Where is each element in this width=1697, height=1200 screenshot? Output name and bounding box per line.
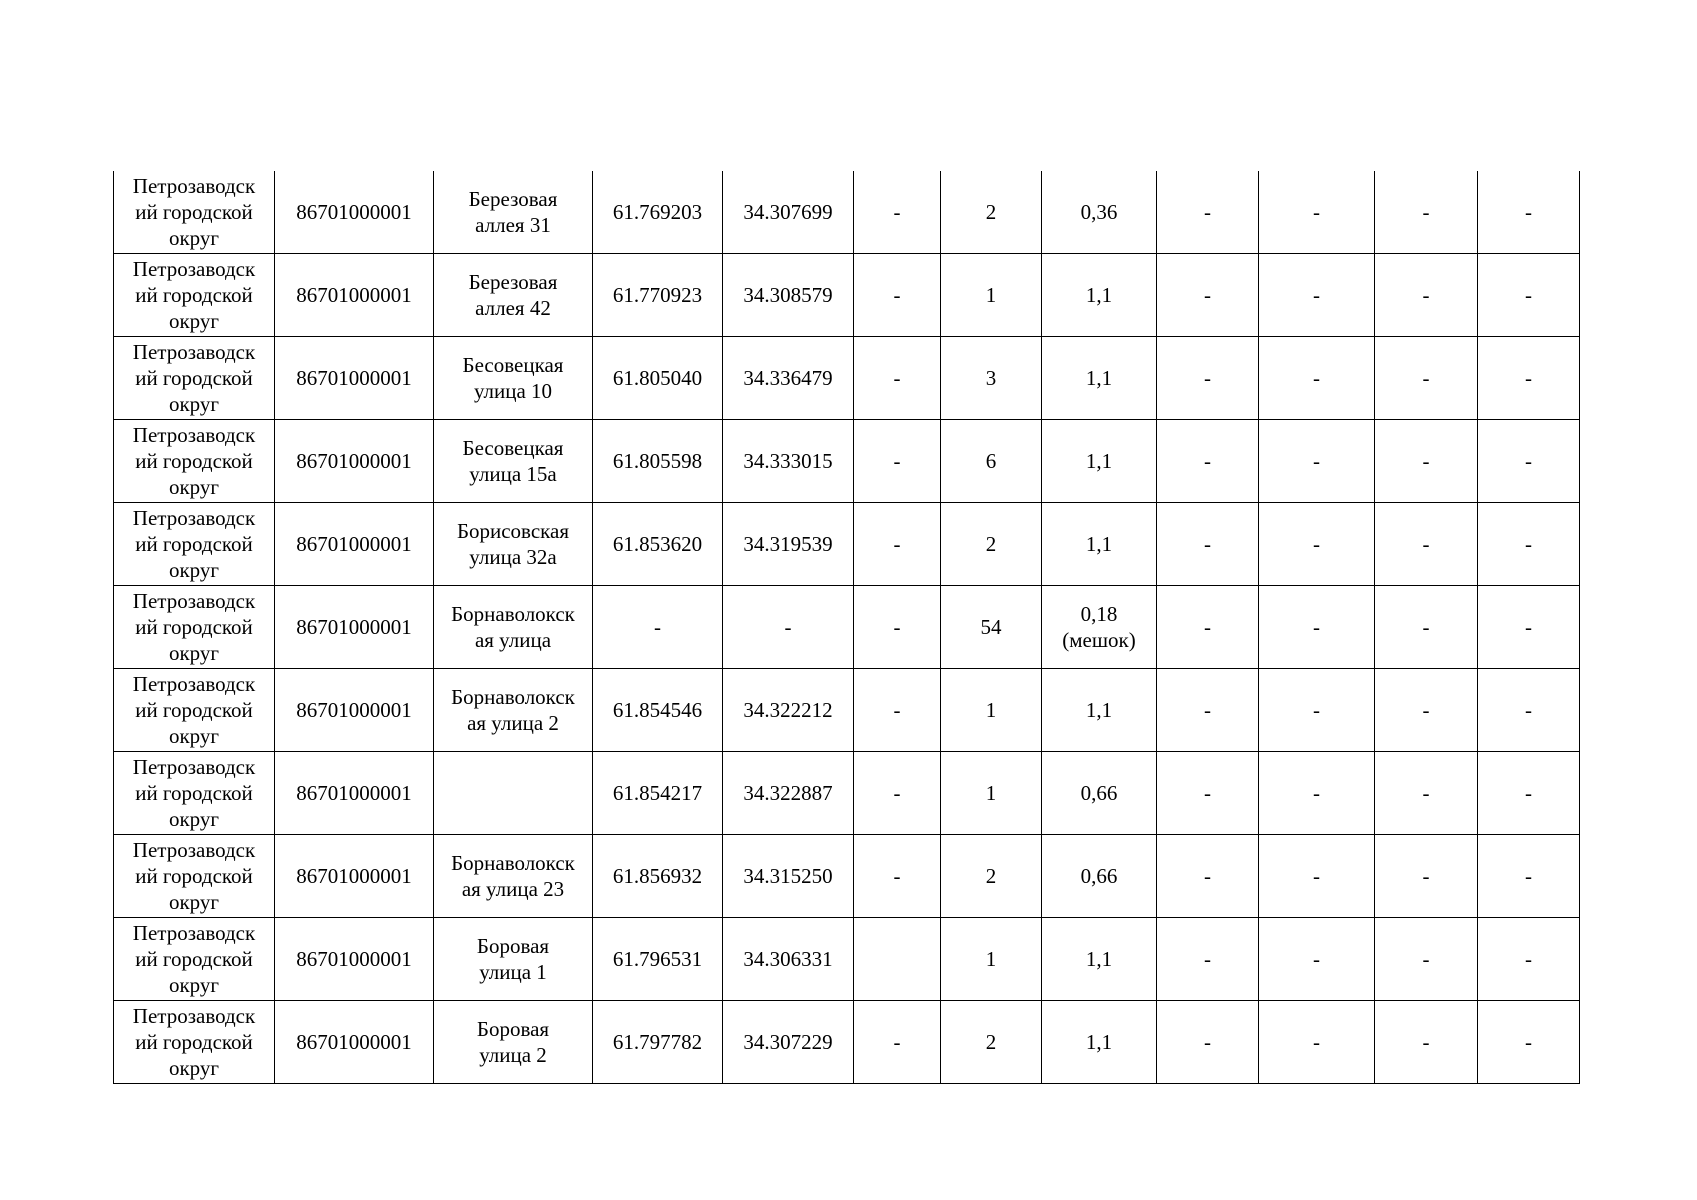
longitude-cell: 34.307229 xyxy=(723,1001,854,1084)
table-row xyxy=(114,752,1580,835)
container-volume-cell: 1,1 xyxy=(1042,918,1157,1001)
address-cell: Борисовская улица 32а xyxy=(434,503,593,586)
address-cell: Борнаволокск ая улица 2 xyxy=(434,669,593,752)
column-10-cell: - xyxy=(1259,420,1375,503)
district-cell: Петрозаводск ий городской округ xyxy=(114,669,275,752)
container-count-cell: 1 xyxy=(941,254,1042,337)
column-11-cell: - xyxy=(1375,420,1478,503)
surface-type-cell: - xyxy=(854,171,941,254)
latitude-cell: 61.797782 xyxy=(593,1001,723,1084)
surface-type-cell: - xyxy=(854,1001,941,1084)
longitude-cell: 34.315250 xyxy=(723,835,854,918)
column-12-cell: - xyxy=(1478,420,1580,503)
container-volume-cell: 0,36 xyxy=(1042,171,1157,254)
address-cell xyxy=(434,752,593,835)
address-cell: Бесовецкая улица 15а xyxy=(434,420,593,503)
address-cell: Березовая аллея 42 xyxy=(434,254,593,337)
column-10-cell: - xyxy=(1259,586,1375,669)
longitude-cell: - xyxy=(723,586,854,669)
surface-type-cell: - xyxy=(854,586,941,669)
column-9-cell: - xyxy=(1157,586,1259,669)
column-11-cell: - xyxy=(1375,835,1478,918)
longitude-cell: 34.322212 xyxy=(723,669,854,752)
district-cell: Петрозаводск ий городской округ xyxy=(114,752,275,835)
oktmo-code-cell: 86701000001 xyxy=(275,835,434,918)
column-12-cell: - xyxy=(1478,918,1580,1001)
latitude-cell: 61.854217 xyxy=(593,752,723,835)
latitude-cell: 61.805040 xyxy=(593,337,723,420)
longitude-cell: 34.306331 xyxy=(723,918,854,1001)
column-12-cell: - xyxy=(1478,503,1580,586)
longitude-cell: 34.336479 xyxy=(723,337,854,420)
column-9-cell: - xyxy=(1157,337,1259,420)
column-12-cell: - xyxy=(1478,586,1580,669)
column-12-cell: - xyxy=(1478,752,1580,835)
address-cell: Борнаволокск ая улица 23 xyxy=(434,835,593,918)
column-11-cell: - xyxy=(1375,503,1478,586)
column-9-cell: - xyxy=(1157,752,1259,835)
column-12-cell: - xyxy=(1478,337,1580,420)
column-11-cell: - xyxy=(1375,337,1478,420)
container-volume-cell: 0,18 (мешок) xyxy=(1042,586,1157,669)
container-volume-cell: 1,1 xyxy=(1042,254,1157,337)
column-12-cell: - xyxy=(1478,171,1580,254)
container-count-cell: 1 xyxy=(941,918,1042,1001)
district-cell: Петрозаводск ий городской округ xyxy=(114,420,275,503)
container-count-cell: 6 xyxy=(941,420,1042,503)
column-12-cell: - xyxy=(1478,669,1580,752)
column-11-cell: - xyxy=(1375,918,1478,1001)
oktmo-code-cell: 86701000001 xyxy=(275,669,434,752)
column-10-cell: - xyxy=(1259,918,1375,1001)
latitude-cell: 61.854546 xyxy=(593,669,723,752)
latitude-cell: - xyxy=(593,586,723,669)
column-10-cell: - xyxy=(1259,1001,1375,1084)
table-row xyxy=(114,669,1580,752)
column-10-cell: - xyxy=(1259,835,1375,918)
container-volume-cell: 1,1 xyxy=(1042,669,1157,752)
column-12-cell: - xyxy=(1478,1001,1580,1084)
surface-type-cell: - xyxy=(854,503,941,586)
column-9-cell: - xyxy=(1157,503,1259,586)
district-cell: Петрозаводск ий городской округ xyxy=(114,1001,275,1084)
longitude-cell: 34.308579 xyxy=(723,254,854,337)
latitude-cell: 61.805598 xyxy=(593,420,723,503)
address-cell: Борнаволокск ая улица xyxy=(434,586,593,669)
surface-type-cell: - xyxy=(854,669,941,752)
column-9-cell: - xyxy=(1157,669,1259,752)
container-volume-cell: 0,66 xyxy=(1042,752,1157,835)
column-9-cell: - xyxy=(1157,918,1259,1001)
table-row xyxy=(114,835,1580,918)
oktmo-code-cell: 86701000001 xyxy=(275,503,434,586)
oktmo-code-cell: 86701000001 xyxy=(275,1001,434,1084)
oktmo-code-cell: 86701000001 xyxy=(275,420,434,503)
container-volume-cell: 0,66 xyxy=(1042,835,1157,918)
container-count-cell: 1 xyxy=(941,752,1042,835)
address-cell: Бесовецкая улица 10 xyxy=(434,337,593,420)
column-10-cell: - xyxy=(1259,752,1375,835)
latitude-cell: 61.770923 xyxy=(593,254,723,337)
surface-type-cell: - xyxy=(854,420,941,503)
column-11-cell: - xyxy=(1375,752,1478,835)
column-9-cell: - xyxy=(1157,835,1259,918)
oktmo-code-cell: 86701000001 xyxy=(275,752,434,835)
longitude-cell: 34.333015 xyxy=(723,420,854,503)
oktmo-code-cell: 86701000001 xyxy=(275,586,434,669)
container-count-cell: 2 xyxy=(941,171,1042,254)
container-count-cell: 2 xyxy=(941,835,1042,918)
district-cell: Петрозаводск ий городской округ xyxy=(114,503,275,586)
column-12-cell: - xyxy=(1478,254,1580,337)
latitude-cell: 61.796531 xyxy=(593,918,723,1001)
column-11-cell: - xyxy=(1375,586,1478,669)
column-9-cell: - xyxy=(1157,171,1259,254)
district-cell: Петрозаводск ий городской округ xyxy=(114,254,275,337)
surface-type-cell: - xyxy=(854,337,941,420)
oktmo-code-cell: 86701000001 xyxy=(275,337,434,420)
table-row xyxy=(114,1001,1580,1084)
column-11-cell: - xyxy=(1375,1001,1478,1084)
column-9-cell: - xyxy=(1157,1001,1259,1084)
table-row xyxy=(114,503,1580,586)
longitude-cell: 34.322887 xyxy=(723,752,854,835)
latitude-cell: 61.853620 xyxy=(593,503,723,586)
table-row xyxy=(114,254,1580,337)
column-9-cell: - xyxy=(1157,420,1259,503)
oktmo-code-cell: 86701000001 xyxy=(275,254,434,337)
district-cell: Петрозаводск ий городской округ xyxy=(114,586,275,669)
longitude-cell: 34.307699 xyxy=(723,171,854,254)
column-10-cell: - xyxy=(1259,171,1375,254)
district-cell: Петрозаводск ий городской округ xyxy=(114,337,275,420)
table-row xyxy=(114,171,1580,254)
oktmo-code-cell: 86701000001 xyxy=(275,918,434,1001)
table-body xyxy=(114,171,1580,1084)
container-count-cell: 2 xyxy=(941,503,1042,586)
column-11-cell: - xyxy=(1375,254,1478,337)
container-volume-cell: 1,1 xyxy=(1042,503,1157,586)
container-count-cell: 54 xyxy=(941,586,1042,669)
address-cell: Боровая улица 2 xyxy=(434,1001,593,1084)
table-row xyxy=(114,337,1580,420)
column-12-cell: - xyxy=(1478,835,1580,918)
column-10-cell: - xyxy=(1259,254,1375,337)
longitude-cell: 34.319539 xyxy=(723,503,854,586)
table-row xyxy=(114,586,1580,669)
table-row xyxy=(114,918,1580,1001)
column-10-cell: - xyxy=(1259,337,1375,420)
table-row xyxy=(114,420,1580,503)
latitude-cell: 61.769203 xyxy=(593,171,723,254)
container-count-cell: 1 xyxy=(941,669,1042,752)
latitude-cell: 61.856932 xyxy=(593,835,723,918)
district-cell: Петрозаводск ий городской округ xyxy=(114,171,275,254)
container-count-cell: 3 xyxy=(941,337,1042,420)
container-volume-cell: 1,1 xyxy=(1042,1001,1157,1084)
column-11-cell: - xyxy=(1375,669,1478,752)
container-volume-cell: 1,1 xyxy=(1042,337,1157,420)
address-cell: Березовая аллея 31 xyxy=(434,171,593,254)
oktmo-code-cell: 86701000001 xyxy=(275,171,434,254)
surface-type-cell: - xyxy=(854,752,941,835)
surface-type-cell: - xyxy=(854,254,941,337)
district-cell: Петрозаводск ий городской округ xyxy=(114,835,275,918)
column-9-cell: - xyxy=(1157,254,1259,337)
district-cell: Петрозаводск ий городской округ xyxy=(114,918,275,1001)
container-count-cell: 2 xyxy=(941,1001,1042,1084)
address-cell: Боровая улица 1 xyxy=(434,918,593,1001)
column-11-cell: - xyxy=(1375,171,1478,254)
column-10-cell: - xyxy=(1259,503,1375,586)
surface-type-cell xyxy=(854,918,941,1001)
container-sites-table xyxy=(113,171,1580,1084)
surface-type-cell: - xyxy=(854,835,941,918)
column-10-cell: - xyxy=(1259,669,1375,752)
container-volume-cell: 1,1 xyxy=(1042,420,1157,503)
